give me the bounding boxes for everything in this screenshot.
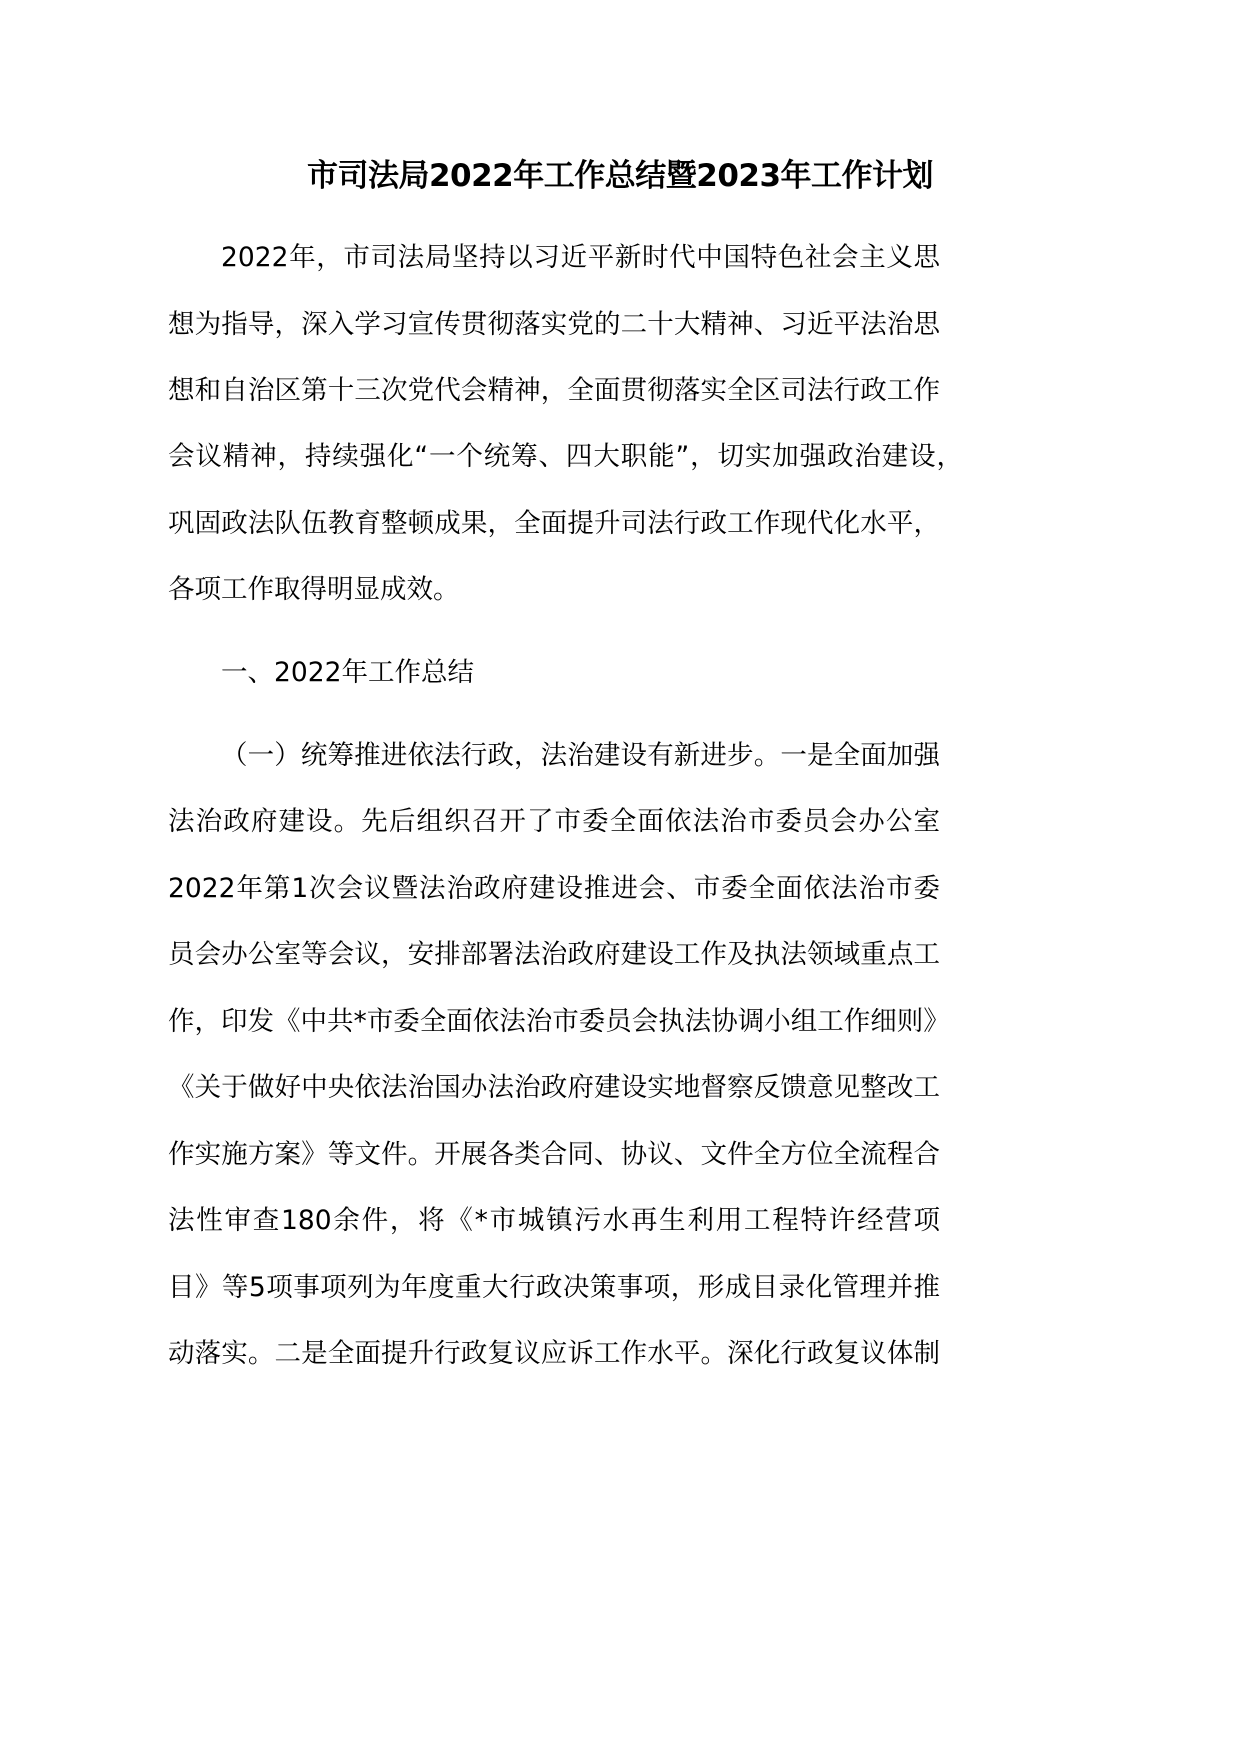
paragraph-line: 想为指导，深入学习宣传贯彻落实党的二十大精神、习近平法治思	[168, 309, 940, 340]
paragraph-line: 会议精神，持续强化“一个统筹、四大职能”，切实加强政治建设，	[168, 441, 963, 472]
paragraph-line: 作，印发《中共*市委全面依法治市委员会执法协调小组工作细则》	[168, 1006, 950, 1037]
paragraph-line: 法治政府建设。先后组织召开了市委全面依法治市委员会办公室	[168, 806, 940, 837]
paragraph-line: 2022年第1次会议暨法治政府建设推进会、市委全面依法治市委	[168, 873, 940, 904]
section-heading: 一、2022年工作总结	[221, 657, 474, 688]
paragraph-line: 想和自治区第十三次党代会精神，全面贯彻落实全区司法行政工作	[168, 375, 940, 406]
paragraph-line: 巩固政法队伍教育整顿成果，全面提升司法行政工作现代化水平，	[168, 508, 940, 539]
paragraph-line: 《关于做好中央依法治国办法治政府建设实地督察反馈意见整改工	[168, 1072, 940, 1103]
paragraph-line: 作实施方案》等文件。开展各类合同、协议、文件全方位全流程合	[168, 1139, 940, 1170]
paragraph-line: （一）统筹推进依法行政，法治建设有新进步。一是全面加强	[221, 740, 940, 771]
paragraph-line: 员会办公室等会议，安排部署法治政府建设工作及执法领域重点工	[168, 939, 940, 970]
paragraph-line: 2022年，市司法局坚持以习近平新时代中国特色社会主义思	[221, 242, 940, 273]
paragraph-line: 各项工作取得明显成效。	[168, 574, 460, 605]
paragraph-line: 目》等5项事项列为年度重大行政决策事项，形成目录化管理并推	[168, 1272, 940, 1303]
paragraph-line: 法性审查180余件，将《*市城镇污水再生利用工程特许经营项	[168, 1205, 940, 1236]
document-title: 市司法局2022年工作总结暨2023年工作计划	[306, 158, 934, 194]
paragraph-line: 动落实。二是全面提升行政复议应诉工作水平。深化行政复议体制	[168, 1338, 940, 1369]
